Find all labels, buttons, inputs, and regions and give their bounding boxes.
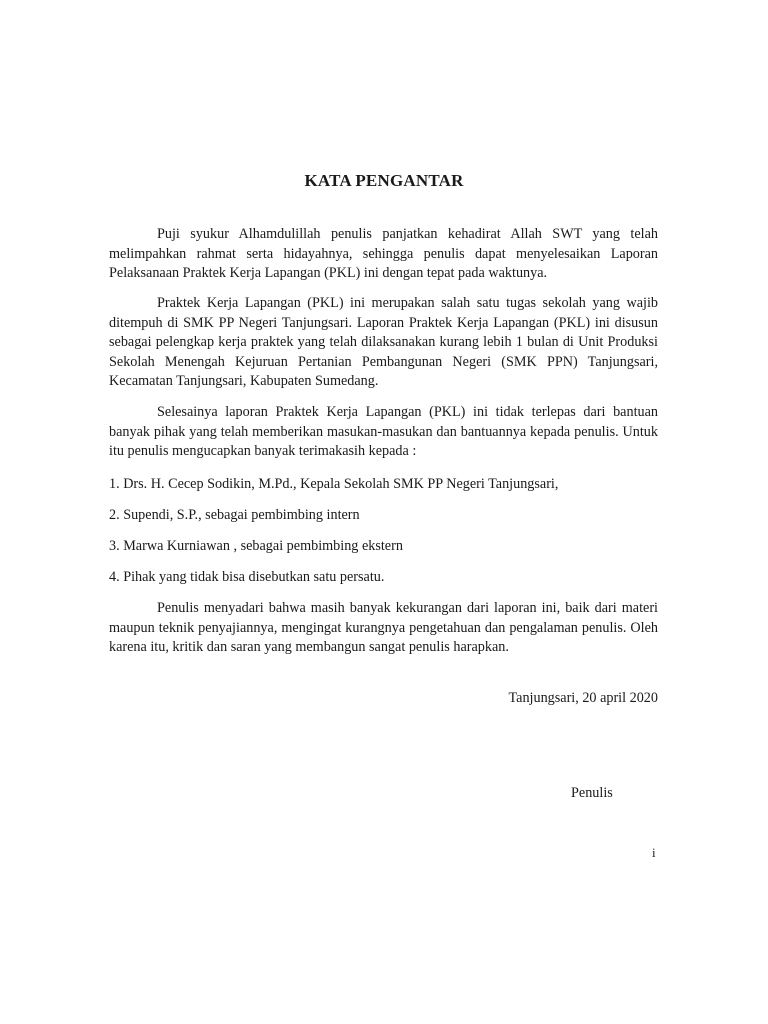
thanks-list-item: 1. Drs. H. Cecep Sodikin, M.Pd., Kepala Sekolah SMK PP Negeri Tanjungsari,: [109, 476, 559, 492]
thanks-list-item: 4. Pihak yang tidak bisa disebutkan satu persatu.: [109, 569, 385, 585]
paragraph-acknowledgement: Selesainya laporan Praktek Kerja Lapangan (PKL) ini tidak terlepas dari bantuan banyak pihak yang telah memberikan masukan-masukan dan bantuannya kepada penulis. Untuk itu penulis mengucapkan banyak terimakasih kepada :: [109, 404, 658, 459]
page-number: i: [652, 845, 656, 860]
author-signature-label: Penulis: [571, 785, 613, 801]
paragraph-pkl-description: Praktek Kerja Lapangan (PKL) ini merupakan salah satu tugas sekolah yang wajib ditempuh di SMK PP Negeri Tanjungsari. Laporan Praktek Kerja Lapangan (PKL) ini disusun sebagai pelengkap kerja praktek yang telah dilaksanakan kurang lebih 1 bulan di Unit Produksi Sekolah Menengah Kejuruan Pertanian Pembangunan Negeri (SMK PPN) Tanjungsari, Kecamatan Tanjungsari, Kabupaten Sumedang.: [109, 295, 658, 389]
paragraph-closing: Penulis menyadari bahwa masih banyak kekurangan dari laporan ini, baik dari materi maupun teknik penyajiannya, mengingat kurangnya pengetahuan dan pengalaman penulis. Oleh karena itu, kritik dan saran yang membangun sangat penulis harapkan.: [109, 600, 658, 655]
place-date: Tanjungsari, 20 april 2020: [508, 690, 658, 706]
thanks-list-item: 3. Marwa Kurniawan , sebagai pembimbing ekstern: [109, 538, 403, 554]
paragraph-opening: Puji syukur Alhamdulillah penulis panjatkan kehadirat Allah SWT yang telah melimpahkan rahmat serta hidayahnya, sehingga penulis dapat menyelesaikan Laporan Pelaksanaan Praktek Kerja Lapangan (PKL) ini dengan tepat pada waktunya.: [109, 226, 658, 281]
thanks-list-item: 2. Supendi, S.P., sebagai pembimbing intern: [109, 507, 360, 523]
document-title: KATA PENGANTAR: [304, 171, 464, 190]
